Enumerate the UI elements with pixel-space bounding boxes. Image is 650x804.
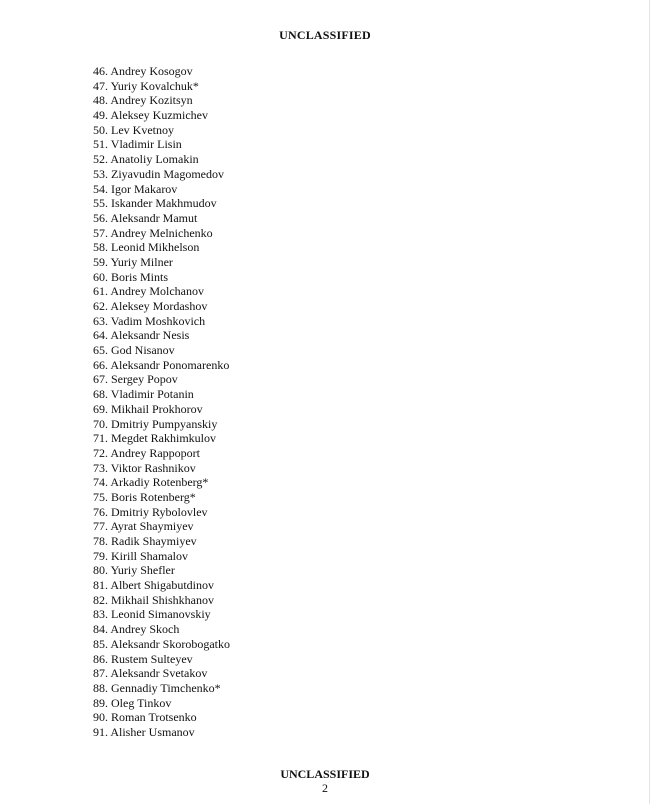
list-item-number: 78. <box>93 534 108 548</box>
list-item-name: Vadim Moshkovich <box>110 313 206 328</box>
list-item <box>93 549 230 564</box>
list-item-name: Boris Mints <box>111 269 169 284</box>
list-item-number: 65. <box>93 343 108 358</box>
list-item-number: 60. <box>93 269 108 284</box>
list-item-name: Dmitriy Rybolovlev <box>111 504 208 519</box>
list-item-number: 83. <box>93 607 108 622</box>
list-item <box>93 607 230 622</box>
name-list <box>93 64 230 740</box>
list-item <box>93 299 230 314</box>
list-item <box>93 519 230 534</box>
list-item-name: Aleksandr Ponomarenko <box>110 357 230 372</box>
list-item-number: 53. <box>93 166 108 181</box>
list-item-name: Roman Trotsenko <box>111 710 197 725</box>
list-item-name: Leonid Mikhelson <box>111 240 200 255</box>
list-item <box>93 387 230 402</box>
list-item-number: 64. <box>93 328 108 343</box>
list-item-name: Andrey Melnichenko <box>110 225 213 240</box>
list-item-number: 46. <box>93 64 108 78</box>
page-number: 2 <box>322 781 328 795</box>
list-item <box>93 196 230 211</box>
list-item-number: 72. <box>93 445 108 460</box>
list-item <box>93 637 230 652</box>
list-item-name: Megdet Rakhimkulov <box>111 431 216 446</box>
list-item-name: Aleksandr Svetakov <box>110 666 208 681</box>
list-item <box>93 255 230 270</box>
list-item <box>93 226 230 241</box>
list-item-number: 63. <box>93 313 108 328</box>
footer-classification: UNCLASSIFIED <box>280 767 370 781</box>
list-item-number: 59. <box>93 254 108 269</box>
list-item-number: 91. <box>93 724 108 739</box>
list-item-number: 48. <box>93 93 108 108</box>
list-item <box>93 64 230 79</box>
list-item <box>93 182 230 197</box>
list-item-name: Aleksandr Skorobogatko <box>110 636 230 651</box>
list-item-name: Andrey Kosogov <box>110 64 193 78</box>
list-item <box>93 696 230 711</box>
list-item-name: Dmitriy Pumpyanskiy <box>111 416 218 431</box>
list-item <box>93 93 230 108</box>
list-item-name: Aleksey Kuzmichev <box>110 108 208 123</box>
list-item <box>93 358 230 373</box>
list-item-number: 85. <box>93 636 108 651</box>
list-item-number: 89. <box>93 695 108 710</box>
list-item <box>93 593 230 608</box>
list-item-name: Vladimir Lisin <box>110 137 182 152</box>
list-item-number: 61. <box>93 284 108 299</box>
list-item-number: 79. <box>93 548 108 563</box>
list-item-number: 52. <box>93 152 108 167</box>
list-item <box>93 563 230 578</box>
list-item-name: Aleksandr Mamut <box>110 210 198 225</box>
list-item-number: 90. <box>93 710 108 725</box>
list-item <box>93 505 230 520</box>
list-item-name: Rustem Sulteyev <box>111 651 193 666</box>
list-item-number: 62. <box>93 299 108 313</box>
list-item <box>93 417 230 432</box>
list-item-name: Iskander Makhmudov <box>111 196 217 211</box>
list-item-name: Andrey Skoch <box>110 622 180 637</box>
list-item-number: 50. <box>93 122 108 137</box>
list-item <box>93 211 230 226</box>
list-item <box>93 167 230 182</box>
list-item-name: Aleksandr Nesis <box>110 328 190 343</box>
list-item-name: Yuriy Milner <box>110 254 173 269</box>
list-item-number: 55. <box>93 196 108 211</box>
list-item <box>93 240 230 255</box>
list-item <box>93 108 230 123</box>
list-item <box>93 446 230 461</box>
list-item-name: Andrey Molchanov <box>110 284 204 299</box>
list-item <box>93 490 230 505</box>
list-item <box>93 343 230 358</box>
list-item <box>93 725 230 740</box>
list-item-number: 70. <box>93 416 108 431</box>
list-item <box>93 137 230 152</box>
list-item-number: 80. <box>93 563 108 578</box>
list-item-number: 76. <box>93 504 108 519</box>
list-item <box>93 328 230 343</box>
list-item-number: 49. <box>93 108 108 123</box>
list-item-number: 71. <box>93 431 108 446</box>
list-item-name: Albert Shigabutdinov <box>110 578 215 593</box>
list-item-name: Viktor Rashnikov <box>110 460 196 475</box>
list-item-number: 87. <box>93 666 108 681</box>
list-item <box>93 314 230 329</box>
list-item-name: Alisher Usmanov <box>110 724 195 739</box>
list-item-name: Ayrat Shaymiyev <box>110 519 194 534</box>
list-item-number: 75. <box>93 489 108 504</box>
list-item-number: 69. <box>93 401 108 416</box>
list-item-number: 86. <box>93 651 108 666</box>
list-item-name: Arkadiy Rotenberg* <box>110 475 209 490</box>
list-item-number: 57. <box>93 225 108 240</box>
list-item <box>93 284 230 299</box>
list-item <box>93 270 230 285</box>
list-item-number: 51. <box>93 137 108 152</box>
list-item-name: Lev Kvetnoy <box>111 122 174 137</box>
list-item <box>93 710 230 725</box>
list-item-name: Sergey Popov <box>111 372 178 387</box>
list-item <box>93 666 230 681</box>
list-item-number: 58. <box>93 240 108 255</box>
list-item <box>93 534 230 549</box>
list-item-number: 82. <box>93 592 108 607</box>
list-item-name: Igor Makarov <box>111 181 178 196</box>
list-item-number: 66. <box>93 357 108 372</box>
list-item-name: Mikhail Shishkhanov <box>111 592 215 607</box>
list-item <box>93 622 230 637</box>
list-item-name: Radik Shaymiyev <box>111 534 197 548</box>
list-item-number: 81. <box>93 578 108 593</box>
list-item <box>93 652 230 667</box>
list-item-name: Leonid Simanovskiy <box>111 607 211 622</box>
list-item-number: 47. <box>93 78 108 93</box>
list-item-name: Yuriy Shefler <box>110 563 175 578</box>
list-item-name: Oleg Tinkov <box>111 695 172 710</box>
list-item <box>93 402 230 417</box>
list-item-number: 68. <box>93 387 108 402</box>
list-item-name: Anatoliy Lomakin <box>110 152 199 167</box>
list-item-name: Andrey Kozitsyn <box>110 93 193 108</box>
list-item-number: 77. <box>93 519 108 534</box>
list-item-name: Ziyavudin Magomedov <box>111 166 224 181</box>
list-item-name: Yuriy Kovalchuk* <box>110 78 199 93</box>
list-item-name: Andrey Rappoport <box>110 445 200 460</box>
list-item <box>93 681 230 696</box>
list-item-number: 54. <box>93 181 108 196</box>
list-item <box>93 79 230 94</box>
list-item <box>93 152 230 167</box>
list-item-name: Vladimir Potanin <box>110 387 194 402</box>
list-item <box>93 123 230 138</box>
list-item-number: 74. <box>93 475 108 490</box>
list-item-name: God Nisanov <box>111 343 175 358</box>
list-item-number: 56. <box>93 210 108 225</box>
list-item-name: Aleksey Mordashov <box>110 299 208 313</box>
list-item <box>93 431 230 446</box>
list-item-name: Boris Rotenberg* <box>111 489 196 504</box>
list-item-number: 73. <box>93 460 108 475</box>
list-item <box>93 578 230 593</box>
header-classification: UNCLASSIFIED <box>279 28 371 42</box>
list-item <box>93 475 230 490</box>
list-item-name: Gennadiy Timchenko* <box>111 680 221 695</box>
list-item-name: Mikhail Prokhorov <box>111 401 203 416</box>
list-item <box>93 372 230 387</box>
list-item <box>93 461 230 476</box>
list-item-number: 67. <box>93 372 108 387</box>
list-item-name: Kirill Shamalov <box>111 548 188 563</box>
list-item-number: 84. <box>93 622 108 637</box>
list-item-number: 88. <box>93 680 108 695</box>
